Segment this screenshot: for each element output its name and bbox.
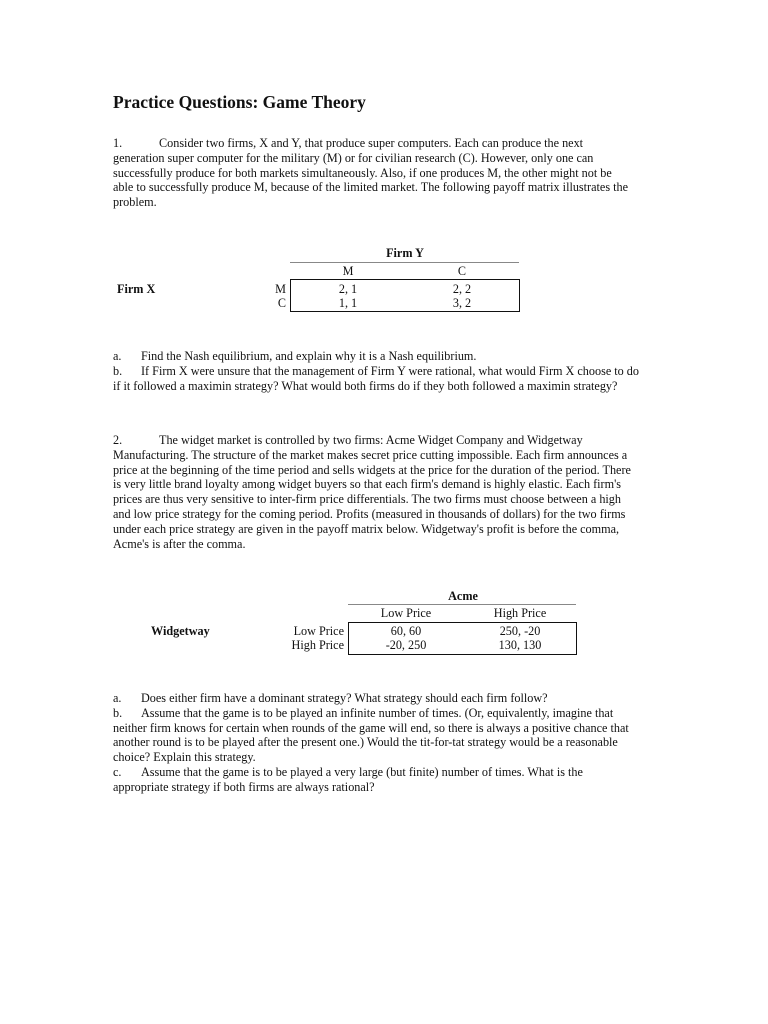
question-1-parts <box>113 349 658 393</box>
payoff-cell: -20, 250 <box>385 638 427 652</box>
payoff-cell: 3, 2 <box>452 296 472 310</box>
text-line: is very little brand loyalty among widget buyers so that each firm's demand is highly elastic. Each firm's <box>113 477 622 492</box>
text-line: appropriate strategy if both firms are always rational? <box>113 779 375 794</box>
payoff-cell: 130, 130 <box>498 638 542 652</box>
payoff-cell: 2, 2 <box>452 282 472 296</box>
text-line: under each price strategy are given in the payoff matrix below. Widgetway's profit is before the comma, <box>113 521 620 536</box>
text-line: Acme's is after the comma. <box>113 536 246 551</box>
text-line: neither firm knows for certain when rounds of the game will end, so there is always a positive chance that <box>113 720 629 735</box>
row-label: Low Price <box>293 624 344 638</box>
text-line: problem. <box>113 195 157 210</box>
text-line: price at the beginning of the time period and sells widgets at the price for the duration of the period. There <box>113 462 631 477</box>
column-label: M <box>342 264 354 278</box>
part-a: a. Does either firm have a dominant strategy? What strategy should each firm follow? <box>113 691 548 705</box>
column-label: Low Price <box>380 606 432 620</box>
row-label: M <box>275 282 286 296</box>
part-b: b. If Firm X were unsure that the management of Firm Y were rational, what would Firm X choose to do <box>113 363 639 378</box>
text-line: generation super computer for the military (M) or for civilian research (C). However, only one can <box>113 150 594 165</box>
header-rule <box>348 604 576 605</box>
payoff-cell: 250, -20 <box>499 624 541 638</box>
question-number: 1. <box>113 136 123 150</box>
column-label: C <box>457 264 467 278</box>
text-line: and low price strategy for the coming period. Profits (measured in thousands of dollars) for the two firms <box>113 506 626 521</box>
payoff-cell: 60, 60 <box>390 624 422 638</box>
text-line: another round is to be played after the present one.) Would the tit-for-tat strategy would be a reasonable <box>113 735 618 750</box>
text-line: 1. Consider two firms, X and Y, that produce super computers. Each can produce the next <box>113 136 584 150</box>
text-line: choice? Explain this strategy. <box>113 750 256 765</box>
question-2-text <box>113 433 658 551</box>
question-number: 2. <box>113 433 123 447</box>
text-line: able to successfully produce M, because of the limited market. The following payoff matrix illustrates the <box>113 180 629 195</box>
question-2-parts <box>113 691 658 795</box>
page-title: Practice Questions: Game Theory <box>113 92 366 112</box>
column-label: High Price <box>493 606 547 620</box>
header-rule <box>290 262 519 263</box>
text-line: if it followed a maximin strategy? What would both firms do if they both followed a maximin strategy? <box>113 378 618 393</box>
part-b: b. Assume that the game is to be played an infinite number of times. (Or, equivalently, imagine that <box>113 705 614 720</box>
text-line: prices are thus very sensitive to inter-firm price differentials. The two firms must choose between a high <box>113 492 621 507</box>
row-player-label: Firm X <box>117 282 156 296</box>
text-line: Manufacturing. The structure of the market makes secret price cutting impossible. Each firm announces a <box>113 447 628 462</box>
column-player-label: Firm Y <box>386 246 424 260</box>
part-c: c. Assume that the game is to be played a very large (but finite) number of times. What is the <box>113 764 583 779</box>
row-player-label: Widgetway <box>151 624 210 638</box>
payoff-cell: 1, 1 <box>338 296 358 310</box>
row-label: High Price <box>291 638 344 652</box>
row-label: C <box>277 296 286 310</box>
column-player-label: Acme <box>448 589 478 603</box>
payoff-cell: 2, 1 <box>338 282 358 296</box>
text-line: successfully produce for both markets simultaneously. Also, if one produces M, the other might not be <box>113 165 612 180</box>
question-1-text <box>113 136 658 210</box>
part-a: a. Find the Nash equilibrium, and explain why it is a Nash equilibrium. <box>113 349 477 363</box>
text-line: 2. The widget market is controlled by two firms: Acme Widget Company and Widgetway <box>113 433 583 447</box>
